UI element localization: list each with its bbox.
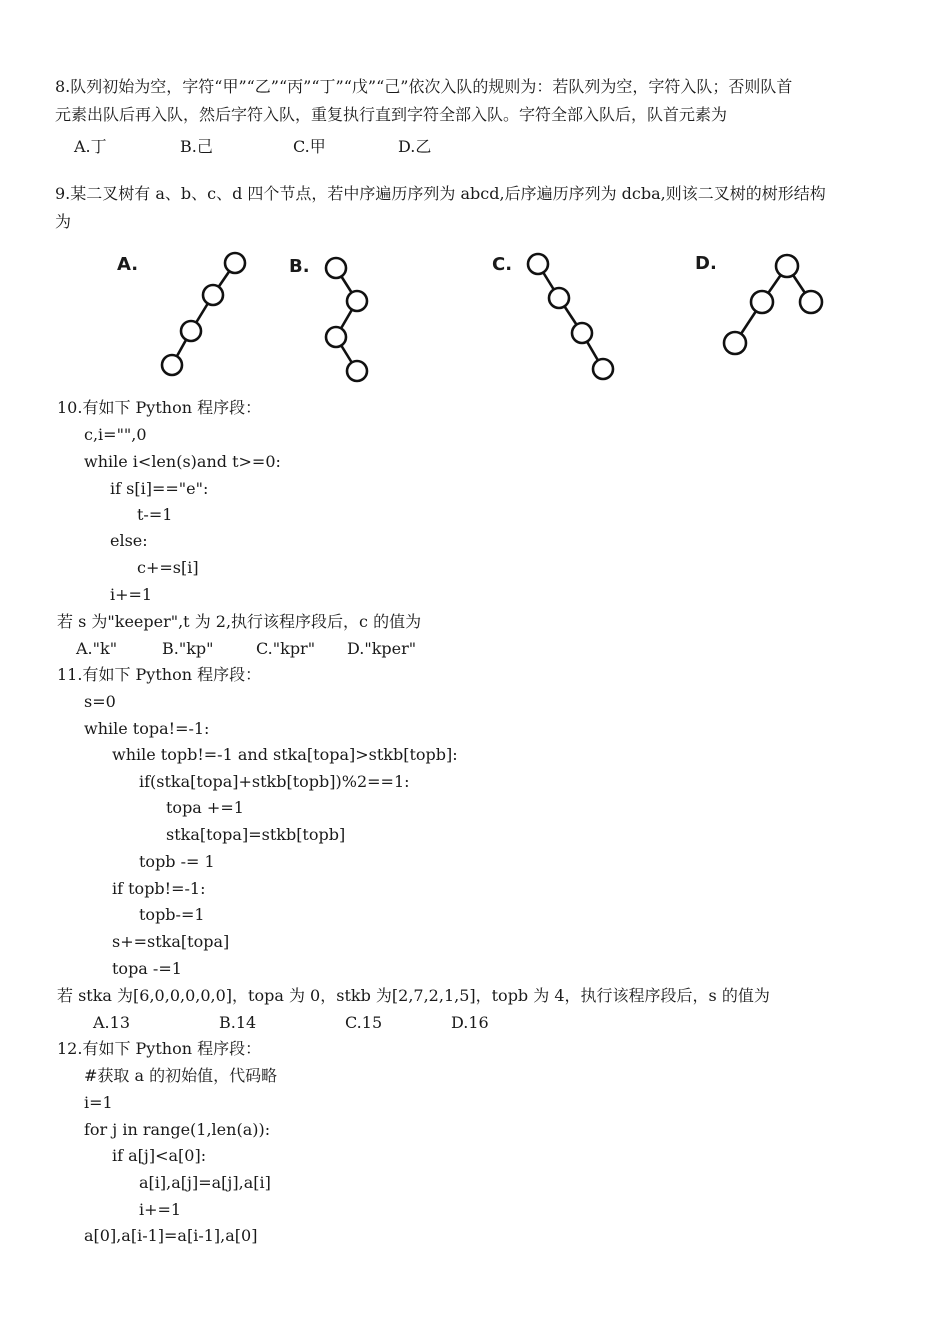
q10-code-line: if s[i]=="e": <box>110 479 209 498</box>
q12-title: 12.有如下 Python 程序段： <box>57 1039 262 1058</box>
tree-diagram-d <box>0 0 950 400</box>
q11-code-line: topa -=1 <box>112 959 182 978</box>
q12-code-line: i=1 <box>84 1093 113 1112</box>
q11-code-line: if(stka[topa]+stkb[topb])%2==1: <box>139 772 410 791</box>
q10-title: 10.有如下 Python 程序段： <box>57 398 262 417</box>
q9-stem-line2: 为 <box>55 212 72 231</box>
q8-stem-line1: 8.队列初始为空，字符“甲”“乙”“丙”“丁”“戊”“己”依次入队的规则为：若队列为空，字符入队；否则队首 <box>55 77 793 96</box>
q8-option-a: A.丁 <box>74 137 107 156</box>
q10-option-d: D."kper" <box>347 639 417 658</box>
q11-code-line: while topb!=-1 and stka[topa]>stkb[topb]: <box>112 745 458 764</box>
q10-code-line: c,i="",0 <box>84 425 147 444</box>
q8-option-b: B.己 <box>180 137 213 156</box>
q10-code-line: else: <box>110 531 148 550</box>
q11-code-line: while topa!=-1: <box>84 719 210 738</box>
q8-stem-line2: 元素出队后再入队，然后字符入队，重复执行直到字符全部入队。字符全部入队后，队首元素为 <box>55 105 728 124</box>
q10-code-line: t-=1 <box>137 505 173 524</box>
q12-code-line: for j in range(1,len(a)): <box>84 1120 271 1139</box>
q12-code-line: #获取 a 的初始值，代码略 <box>84 1066 278 1085</box>
q11-option-d: D.16 <box>451 1013 489 1032</box>
q8-option-c: C.甲 <box>293 137 326 156</box>
q11-option-b: B.14 <box>219 1013 257 1032</box>
q11-code-line: topb -= 1 <box>139 852 215 871</box>
q11-code-line: if topb!=-1: <box>112 879 206 898</box>
q11-code-line: topb-=1 <box>139 905 205 924</box>
q11-title: 11.有如下 Python 程序段： <box>57 665 262 684</box>
q10-code-line: c+=s[i] <box>137 558 199 577</box>
q10-code-line: while i<len(s)and t>=0: <box>84 452 281 471</box>
q11-code-line: s=0 <box>84 692 116 711</box>
q12-code-line: if a[j]<a[0]: <box>112 1146 207 1165</box>
tree-b-label: B. <box>289 256 310 277</box>
q11-question: 若 stka 为[6,0,0,0,0,0]，topa 为 0，stkb 为[2,7,2,1,5]，topb 为 4，执行该程序段后，s 的值为 <box>57 986 770 1005</box>
tree-c-label: C. <box>492 254 513 275</box>
q11-code-line: s+=stka[topa] <box>112 932 230 951</box>
q10-question: 若 s 为"keeper",t 为 2,执行该程序段后，c 的值为 <box>57 612 422 631</box>
q10-option-c: C."kpr" <box>256 639 316 658</box>
q11-option-a: A.13 <box>93 1013 130 1032</box>
q10-code-line: i+=1 <box>110 585 153 604</box>
q10-option-a: A."k" <box>76 639 118 658</box>
tree-a-label: A. <box>117 254 139 275</box>
q12-code-line: a[i],a[j]=a[j],a[i] <box>139 1173 271 1192</box>
tree-d-label: D. <box>695 253 717 274</box>
q11-code-line: stka[topa]=stkb[topb] <box>166 825 346 844</box>
q11-code-line: topa +=1 <box>166 798 244 817</box>
q9-stem-line1: 9.某二叉树有 a、b、c、d 四个节点，若中序遍历序列为 abcd,后序遍历序列为 dcba,则该二叉树的树形结构 <box>55 184 826 203</box>
q8-option-d: D.乙 <box>398 137 432 156</box>
q11-option-c: C.15 <box>345 1013 383 1032</box>
q10-option-b: B."kp" <box>162 639 214 658</box>
q12-code-line: i+=1 <box>139 1200 182 1219</box>
q12-code-line: a[0],a[i-1]=a[i-1],a[0] <box>84 1226 258 1245</box>
